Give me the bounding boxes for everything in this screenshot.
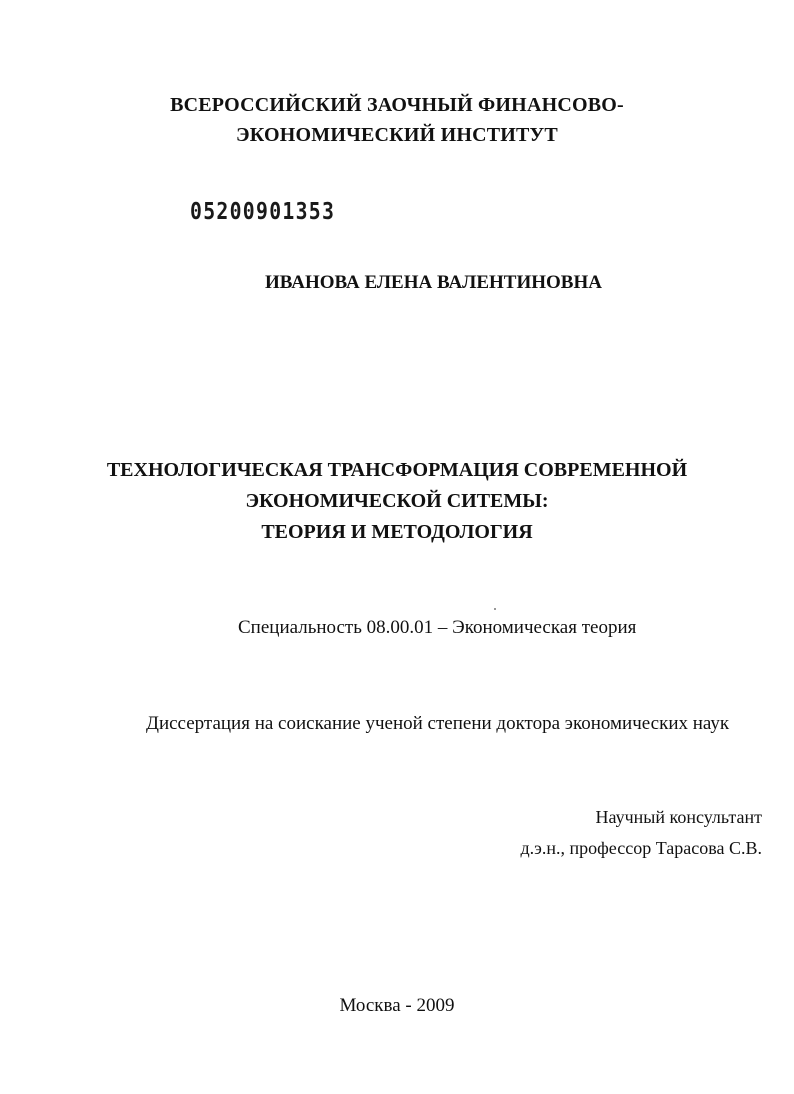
catalog-number: 05200901353 [190,199,336,225]
city-year: Москва - 2009 [339,995,455,1016]
dissertation-title-line-3: ТЕОРИЯ И МЕТОДОЛОГИЯ [261,521,533,543]
advisor-label: Научный консультант [595,807,762,827]
degree-line: Диссертация на соискание ученой степени доктора экономических наук [146,713,730,734]
institute-name-line-2: ЭКОНОМИЧЕСКИЙ ИНСТИТУТ [236,124,558,146]
scan-speck [494,608,496,610]
advisor-name: д.э.н., профессор Тарасова С.В. [520,838,762,858]
institute-name-line-1: ВСЕРОССИЙСКИЙ ЗАОЧНЫЙ ФИНАНСОВО- [170,94,624,116]
author-name: ИВАНОВА ЕЛЕНА ВАЛЕНТИНОВНА [265,272,602,293]
dissertation-title-line-2: ЭКОНОМИЧЕСКОЙ СИТЕМЫ: [245,490,549,512]
dissertation-title-line-1: ТЕХНОЛОГИЧЕСКАЯ ТРАНСФОРМАЦИЯ СОВРЕМЕННОЙ [106,459,688,481]
specialty-line: Специальность 08.00.01 – Экономическая теория [238,617,637,638]
